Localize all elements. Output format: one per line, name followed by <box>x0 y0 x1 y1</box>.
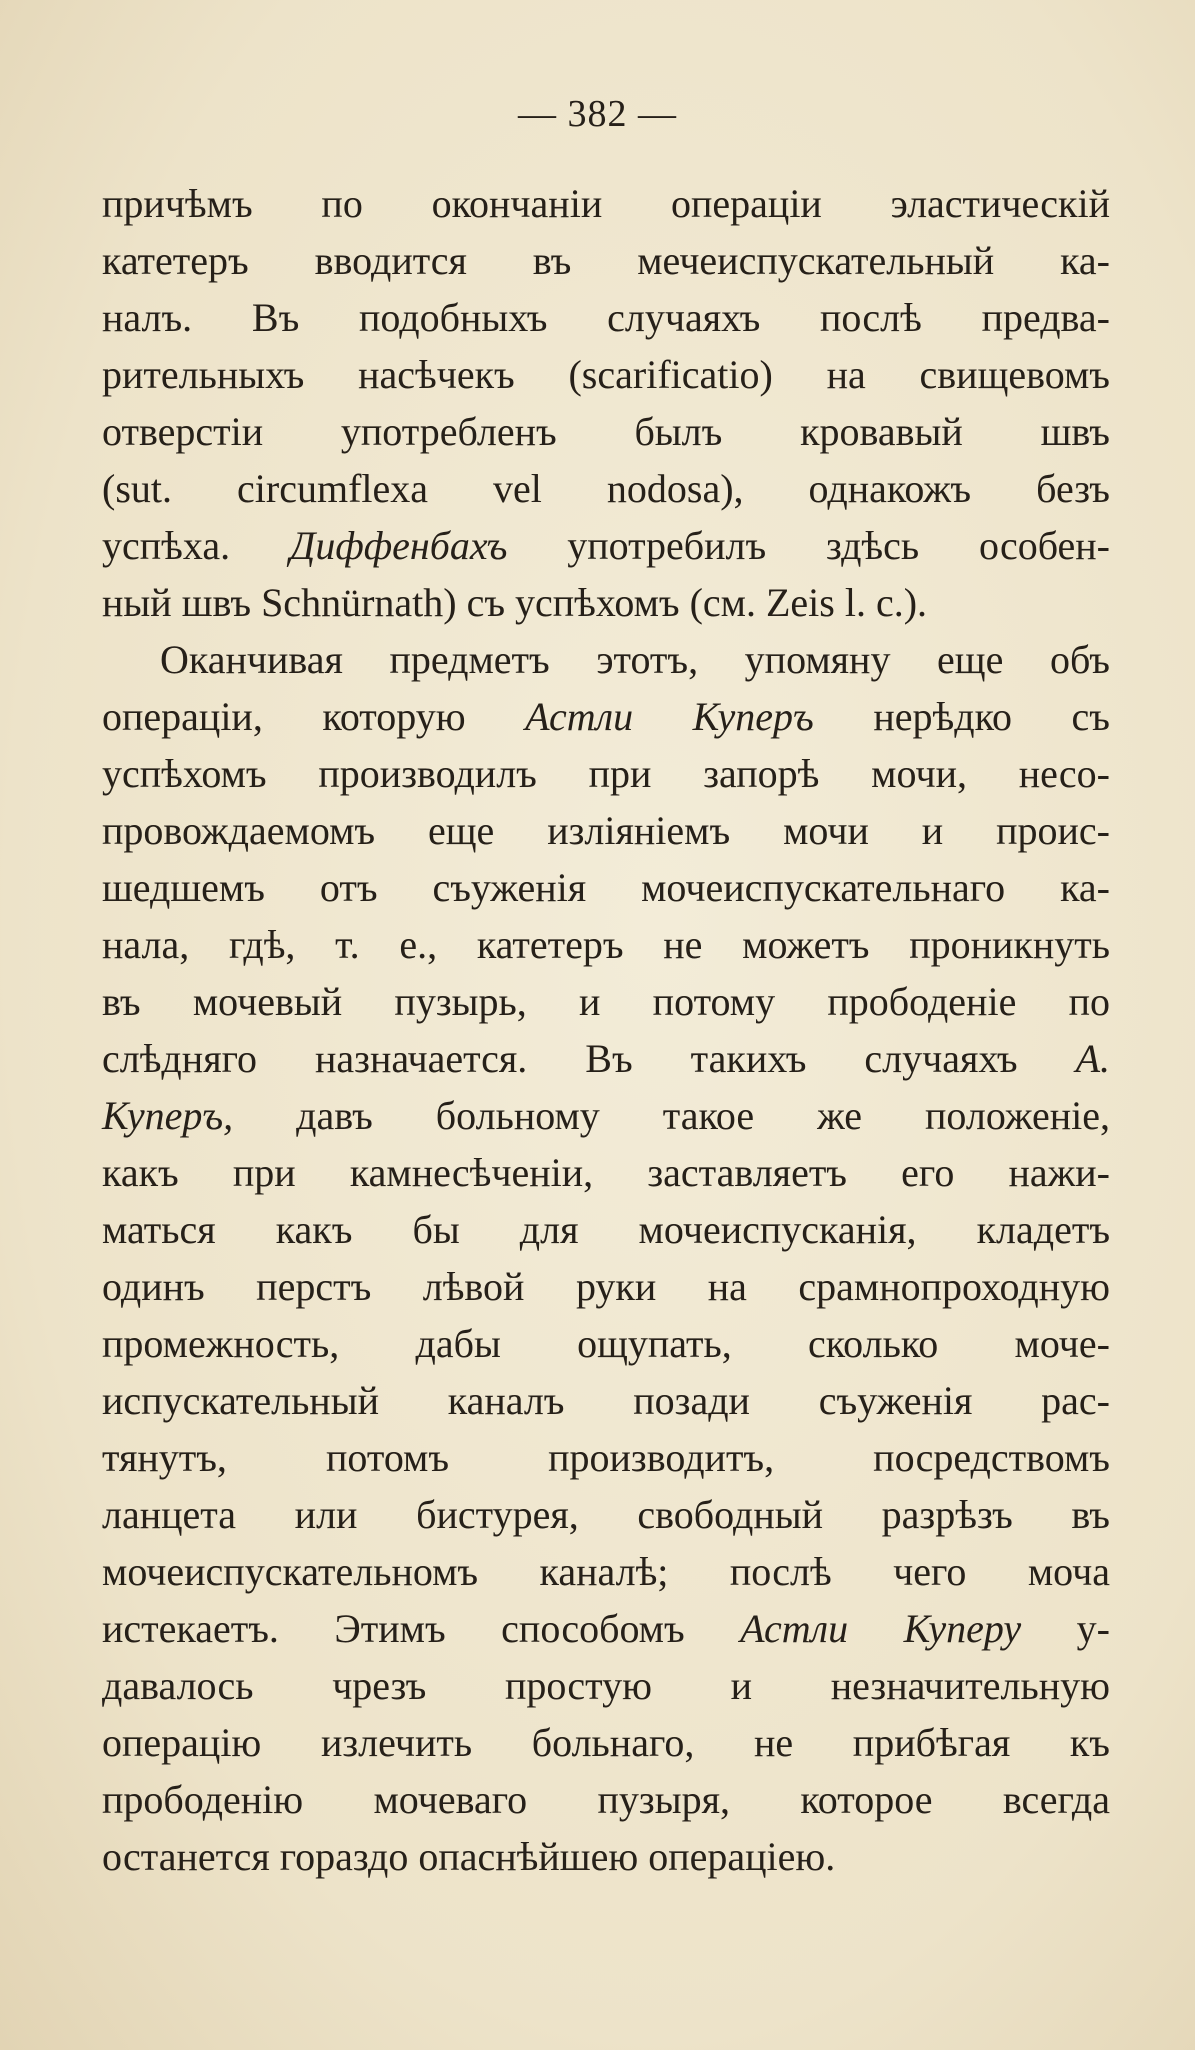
text-line <box>102 1771 1110 1828</box>
italic-name: Диффенбахъ <box>289 523 508 568</box>
text-line <box>102 1429 1110 1486</box>
text-segment: провождаемомъ еще изліяніемъ мочи и проис- <box>102 808 1110 853</box>
text-segment: истекаетъ. Этимъ способомъ <box>102 1606 741 1651</box>
text-segment: въ мочевый пузырь, и потому прободеніе по <box>102 979 1110 1024</box>
text-segment: катетеръ вводится въ мечеиспускательный ка- <box>102 238 1110 283</box>
text-line <box>102 1372 1110 1429</box>
text-segment: операцію излечить больнаго, не прибѣгая къ <box>102 1720 1110 1765</box>
italic-name: Астли Куперъ <box>525 694 814 739</box>
text-segment: у- <box>1021 1606 1110 1651</box>
text-line <box>102 1657 1110 1714</box>
text-line <box>102 1828 1110 1885</box>
text-segment: шедшемъ отъ съуженія мочеиспускательнаго ка- <box>102 865 1110 910</box>
text-line <box>102 232 1110 289</box>
text-line <box>102 517 1110 574</box>
text-segment: слѣдняго назначается. Въ такихъ случаяхъ <box>102 1036 1076 1081</box>
text-segment: давъ больному такое же положеніе, <box>233 1093 1110 1138</box>
text-segment: ланцета или бистурея, свободный разрѣзъ въ <box>102 1492 1110 1537</box>
text-segment: прободенію мочеваго пузыря, которое всегда <box>102 1777 1110 1822</box>
text-line <box>102 1144 1110 1201</box>
text-line <box>102 973 1110 1030</box>
text-line <box>102 688 1110 745</box>
text-line <box>102 1201 1110 1258</box>
text-line <box>102 1087 1110 1144</box>
text-segment: промежность, дабы ощупать, сколько моче- <box>102 1321 1110 1366</box>
text-segment: какъ при камнесѣченіи, заставляетъ его нажи- <box>102 1150 1110 1195</box>
text-segment: отверстіи употребленъ былъ кровавый швъ <box>102 409 1110 454</box>
text-line <box>102 574 1110 631</box>
text-segment: мочеиспускательномъ каналѣ; послѣ чего моча <box>102 1549 1110 1594</box>
text-line <box>102 1315 1110 1372</box>
text-segment: нерѣдко съ <box>813 694 1110 739</box>
text-line <box>102 1258 1110 1315</box>
text-line <box>102 1600 1110 1657</box>
text-line <box>102 745 1110 802</box>
text-segment: тянутъ, потомъ производитъ, посредствомъ <box>102 1435 1110 1480</box>
text-segment: успѣха. <box>102 523 290 568</box>
text-segment: рительныхъ насѣчекъ (scarificatio) на свищевомъ <box>102 352 1110 397</box>
text-line <box>102 1030 1110 1087</box>
text-segment: ный швъ Schnürnath) съ успѣхомъ (см. Zeis l. c.). <box>102 580 928 625</box>
text-line <box>102 460 1110 517</box>
text-line <box>102 346 1110 403</box>
text-segment: налъ. Въ подобныхъ случаяхъ послѣ предва- <box>102 295 1110 340</box>
body-text <box>102 175 1110 1885</box>
text-line <box>102 1486 1110 1543</box>
text-segment: операціи, которую <box>102 694 526 739</box>
text-segment: испускательный каналъ позади съуженія рас- <box>102 1378 1110 1423</box>
text-line <box>102 802 1110 859</box>
text-line <box>102 916 1110 973</box>
text-segment: нала, гдѣ, т. е., катетеръ не можетъ проникнуть <box>102 922 1110 967</box>
text-line <box>102 631 1110 688</box>
text-line <box>102 1543 1110 1600</box>
text-segment: успѣхомъ производилъ при запорѣ мочи, несо- <box>102 751 1110 796</box>
text-segment: одинъ перстъ лѣвой руки на срамнопроходную <box>102 1264 1110 1309</box>
text-segment: маться какъ бы для мочеиспусканія, кладетъ <box>102 1207 1110 1252</box>
page-number: — 382 — <box>518 93 677 135</box>
text-segment: давалось чрезъ простую и незначительную <box>102 1663 1110 1708</box>
text-segment: останется гораздо опаснѣйшею операціею. <box>102 1834 836 1879</box>
text-line <box>102 859 1110 916</box>
text-line <box>102 289 1110 346</box>
text-line <box>102 1714 1110 1771</box>
italic-name: А. <box>1075 1036 1110 1081</box>
text-line <box>102 403 1110 460</box>
text-line <box>102 175 1110 232</box>
text-segment: причѣмъ по окончаніи операціи эластическій <box>102 181 1110 226</box>
text-segment: употребилъ здѣсь особен- <box>507 523 1110 568</box>
italic-name: Куперъ, <box>102 1093 234 1138</box>
text-segment: (sut. circumflexa vel nodosa), однакожъ безъ <box>102 466 1110 511</box>
italic-name: Астли Куперу <box>740 1606 1022 1651</box>
text-segment: Оканчивая предметъ этотъ, упомяну еще объ <box>160 637 1110 682</box>
